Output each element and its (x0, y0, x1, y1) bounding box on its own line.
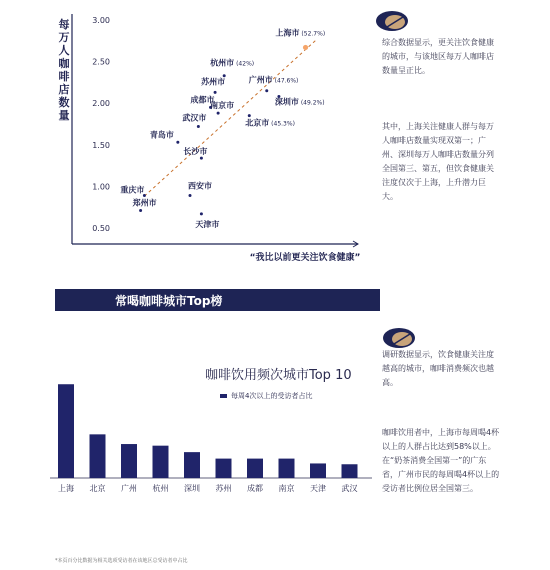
bar-category-label: 成都 (247, 484, 263, 493)
bar-category-label: 北京 (89, 484, 106, 493)
scatter-point-label: 深圳市 (49.2%) (274, 97, 325, 107)
bar-category-label: 天津 (310, 484, 326, 493)
scatter-point-pct: (45.3%) (269, 120, 295, 128)
scatter-y-tick-label: 2.00 (92, 99, 110, 109)
scatter-point-pct: (49.2%) (298, 99, 325, 107)
scatter-point-label: 郑州市 (132, 198, 157, 208)
bar-category-label: 上海 (58, 484, 74, 493)
bar-category-label: 南京 (278, 484, 295, 493)
scatter-point-label: 重庆市 (120, 185, 145, 195)
bar (216, 459, 232, 478)
scatter-point-label: 南京市 (210, 101, 235, 111)
bar (153, 446, 169, 478)
scatter-point-pct: (52.7%) (299, 30, 326, 38)
sidebar2-paragraph2: 咖啡饮用者中，上海市每周喝4杯以上的人群占比达到58%以上。在“奶茶消费全国第一”的广东省，广州市民的每周喝4杯以上的受访者比例位居全国第三。 (382, 428, 500, 493)
scatter-point-label: 北京市 (45.3%) (245, 118, 295, 128)
scatter-y-tick-label: 0.50 (92, 224, 110, 233)
scatter-y-tick-label: 2.50 (92, 57, 110, 67)
footnote: *本页百分比数据为相关选项受访者在该地区总受访者中占比 (55, 558, 188, 564)
bar (310, 463, 326, 478)
scatter-point-pct: (42%) (234, 60, 255, 68)
scatter-point-label: 长沙市 (183, 147, 208, 157)
scatter-point-label: 武汉市 (182, 113, 207, 123)
bar (279, 459, 295, 478)
scatter-point-label: 杭州市 (42%) (210, 58, 255, 68)
bar (247, 459, 263, 478)
bar (58, 384, 74, 478)
scatter-y-axis-label: 每万人咖啡店数量 (58, 18, 70, 122)
bar (90, 434, 106, 478)
bar (121, 444, 137, 478)
sidebar1-paragraph1: 综合数据显示，更关注饮食健康的城市，与该地区每万人咖啡店数量呈正比。 (382, 38, 494, 75)
bar (184, 452, 200, 478)
banner-title: 常喝咖啡城市Top榜 (115, 294, 223, 308)
scatter-y-tick-label: 3.00 (92, 16, 110, 25)
legend-label: 每周4次以上的受访者占比 (231, 392, 313, 400)
sidebar2-paragraph1: 调研数据显示，饮食健康关注度越高的城市，咖啡消费频次也越高。 (382, 350, 494, 387)
bar-category-label: 深圳 (184, 484, 200, 493)
scatter-y-tick-label: 1.50 (92, 140, 110, 150)
scatter-point-label: 西安市 (188, 181, 212, 191)
legend-swatch (220, 394, 227, 398)
bar-category-label: 广州 (121, 484, 137, 493)
scatter-point-label: 苏州市 (201, 77, 226, 87)
bar-chart-legend (220, 391, 312, 401)
scatter-x-axis-label: “我比以前更关注饮食健康” (249, 253, 361, 263)
scatter-point-label: 青岛市 (149, 130, 174, 140)
scatter-point-label: 成都市 (190, 95, 215, 105)
bar (342, 464, 358, 478)
bar-category-label: 杭州 (152, 484, 169, 493)
bar-category-label: 苏州 (215, 484, 232, 493)
bar-category-label: 武汉 (341, 484, 358, 493)
sidebar1-paragraph2: 其中，上海关注健康人群与每万人咖啡店数量实现双第一；广州、深圳每万人咖啡店数量分列全国第三、第五，但饮食健康关注度仅次于上海，上升潜力巨大。 (382, 122, 494, 201)
scatter-point-label: 广州市 (47.6%) (248, 75, 299, 85)
bar-chart-title: 咖啡饮用频次城市Top 10 (205, 368, 352, 383)
scatter-point-label: 天津市 (195, 219, 220, 229)
scatter-point-label: 上海市 (52.7%) (275, 28, 326, 38)
scatter-point-pct: (47.6%) (272, 77, 299, 85)
scatter-y-tick-label: 1.00 (92, 182, 110, 192)
